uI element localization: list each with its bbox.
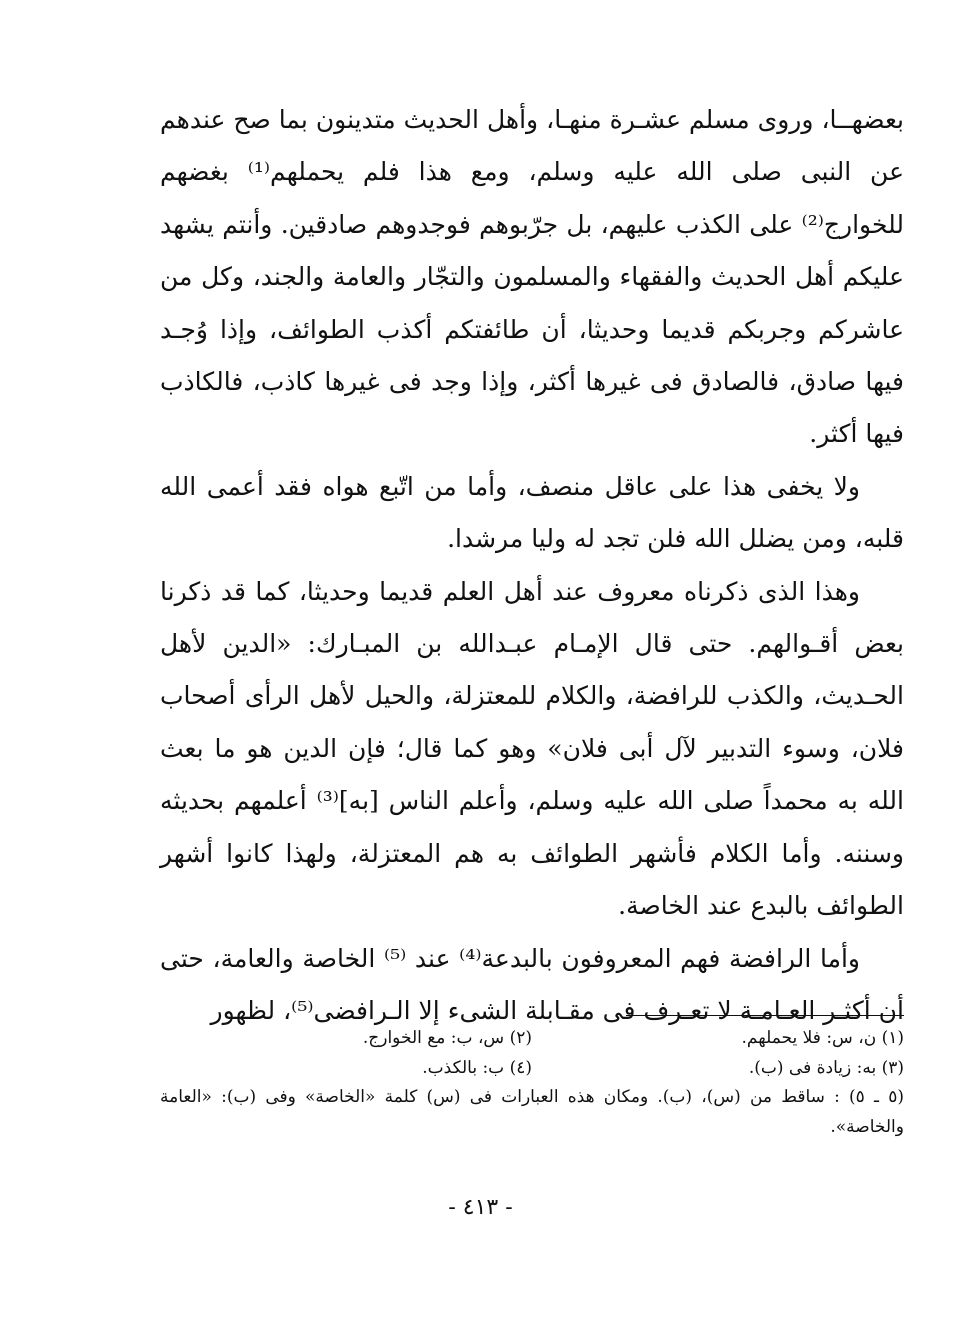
paragraph-2: ولا يخفى هذا على عاقل منصف، وأما من اتّبع هواه فقد أعمى الله قلبه، ومن يضلل الله فلن تجد له وليا مرشدا.: [160, 471, 904, 554]
footnote-3: (٣) به: زيادة فى (ب).: [748, 1057, 904, 1078]
footnote-4: (٤) ب: بالكذب.: [422, 1057, 532, 1078]
page-number: - ٤١٣ -: [448, 1195, 513, 1220]
footnotes: [160, 1024, 904, 1142]
footnote-2: (٢) س، ب: مع الخوارج.: [362, 1028, 532, 1048]
main-text: [160, 94, 904, 1037]
paragraph-3: وهذا الذى ذكرناه معروف عند أهل العلم قديما وحديثا، كما قد ذكرنا بعض أقـوالهم. حتى قال الإمـام عبـدالله بن المبـارك: «الدين لأهل الحـديث، والكذب للرافضة، والكلام للمعتزلة، والحيل لأهل الرأى أصحاب فلان، وسوء التدبير لآل أبى فلان» وهو كما قال؛ فإن الدين هو ما بعث الله به محمداً صلى الله عليه وسلم، وأعلم الناس [به]⁽³⁾ أعلمهم بحديثه وسننه. وأما الكلام فأشهر الطوائف به هم المعتزلة، ولهذا كانوا أشهر الطوائف بالبدع عند الخاصة.: [160, 576, 904, 921]
paragraph-4: وأما الرافضة فهم المعروفون بالبدعة⁽⁴⁾ عند ⁽⁵⁾ الخاصة والعامة، حتى أن أكثـر العـامـة لا تعـرف فى مقـابلة الشىء إلا الـرافضى⁽⁵⁾، لظهور: [160, 943, 904, 1025]
footnote-5: (٥ ـ ٥) : ساقط من (س)، (ب). ومكان هذه العبارات فى (س) كلمة «الخاصة» وفى (ب): «العامة والخاصة».: [160, 1087, 904, 1137]
footnote-row: [160, 1024, 904, 1054]
footnote-row: [160, 1054, 904, 1084]
footnote-divider: [626, 1015, 904, 1016]
footnote-1: (١) ن، س: فلا يحملهم.: [741, 1028, 904, 1048]
paragraph-1: بعضهــا، وروى مسلم عشـرة منهـا، وأهل الحديث متدينون بما صح عندهم عن النبى صلى الله عليه وسلم، ومع هذا فلم يحملهم⁽¹⁾ بغضهم للخوارج⁽²⁾ على الكذب عليهم، بل جرّبوهم فوجدوهم صادقين. وأنتم يشهد عليكم أهل الحديث والفقهاء والمسلمون والتجّار والعامة والجند، وكل من عاشركم وجربكم قديما وحديثا، أن طائفتكم أكذب الطوائف، وإذا وُجـد فيها صادق، فالصادق فى غيرها أكثر، وإذا وجد فى غيرها كاذب، فالكاذب فيها أكثر.: [160, 105, 905, 449]
